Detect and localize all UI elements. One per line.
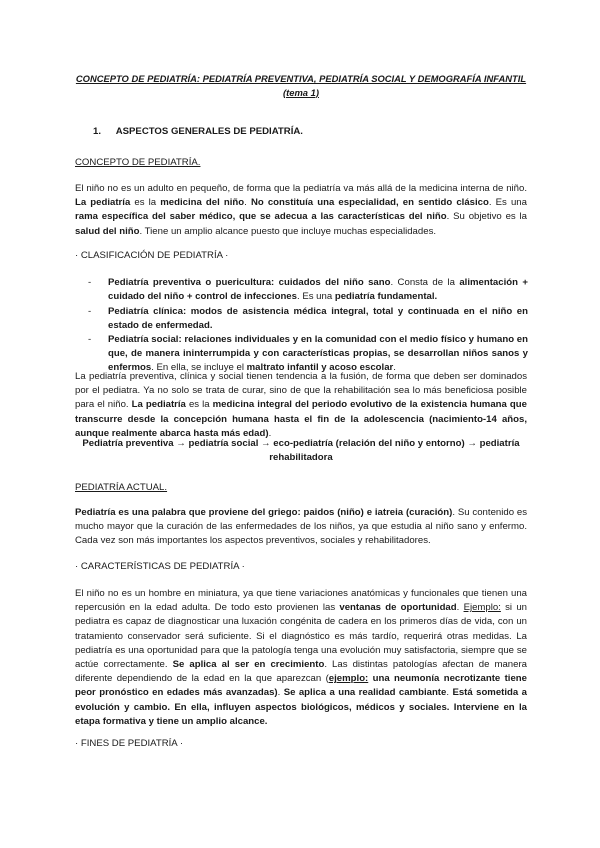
- text-run: .: [393, 362, 396, 374]
- paragraph-actual: [75, 506, 527, 549]
- bullet-dash: -: [88, 306, 92, 317]
- text-run: La pediatría: [75, 197, 131, 209]
- text-run: si un pediatra es capaz de diagnosticar una luxación congénita de cadera en los primeros días de vida, con un tratamiento conservador será suficiente. Si el diagnóstico es más tardío, requerirá otras medidas. La pediatría es una oportunidad para que la patología tenga una evolución muy satisfactoria, siempre que se actúe correctamente.: [75, 602, 527, 671]
- title-line-1: CONCEPTO DE PEDIATRÍA: PEDIATRÍA PREVENTIVA, PEDIATRÍA SOCIAL Y DEMOGRAFÍA INFANTIL: [75, 73, 527, 84]
- pediatria-flow: Pediatría preventiva → pediatría social → eco-pediatría (relación del niño y entorno) → pediatría rehabilitadora: [82, 438, 520, 464]
- text-run: . Es una: [296, 291, 335, 303]
- text-run: . Tiene un amplio alcance puesto que incluye muchas especialidades.: [139, 225, 437, 237]
- text-run: Pediatría preventiva o puericultura: cuidados del niño sano: [108, 277, 391, 288]
- text-run: una neumonía necrotizante tiene peor pronóstico en edades más avanzadas): [75, 673, 527, 699]
- paragraph-concepto: [75, 182, 527, 239]
- text-run: .: [268, 427, 272, 439]
- text-run: . Las distintas patologías afectan de manera diferente dependiendo de la edad en la que aparezcan (: [75, 659, 528, 685]
- text-run: . Es una: [488, 197, 527, 209]
- text-run: es la: [130, 197, 161, 209]
- section-concepto: CONCEPTO DE PEDIATRÍA.: [75, 157, 201, 168]
- text-run: . Su objetivo es la: [446, 211, 527, 223]
- bullet-dash: -: [88, 334, 92, 345]
- section-caracteristicas: · CARACTERÍSTICAS DE PEDIATRÍA ·: [75, 561, 245, 572]
- text-run: Pediatría social: relaciones individuales y en la comunidad con el medio físico y humano en que, de manera ininterrumpida y con características propias, se desarrollan niños sanos y enfermos: [108, 334, 528, 374]
- text-run: rama específica del saber médico, que se adecua a las características del niño: [75, 211, 447, 223]
- text-run: No constituía una especialidad, en sentido clásico: [250, 197, 489, 209]
- text-run: La pediatría preventiva, clínica y social tienen tendencia a la fusión, de forma que deben ser dominados por el pediatra. Ya no solo se trata de curar, sino de que la rehabilitación sea lo más beneficiosa posible para el niño.: [75, 371, 527, 411]
- text-run: .: [277, 687, 284, 699]
- section-fines: · FINES DE PEDIATRÍA ·: [75, 738, 184, 749]
- text-run: medicina integral del periodo evolutivo de la existencia humana que transcurre desde la concepción humana hasta el fin de la adolescencia (nacimiento-14 años, aunque realmente abarca hasta más edad): [75, 399, 527, 439]
- text-run: . En ella, se incluye el: [151, 362, 247, 374]
- text-run: El niño no es un adulto en pequeño, de forma que la pediatría va más allá de la medicina interna de niño.: [75, 183, 527, 194]
- bullet-text: [108, 305, 528, 333]
- heading-1-text: ASPECTOS GENERALES DE PEDIATRÍA.: [115, 126, 303, 137]
- text-run: Está sometida a evolución y cambio. En ella, influyen aspectos biológicos, médicos y sociales. Interviene en la etapa formativa y tiene un amplio alcance.: [75, 687, 527, 727]
- text-run: ejemplo:: [328, 673, 369, 685]
- text-run: ventanas de oportunidad: [339, 602, 457, 614]
- text-run: .: [446, 687, 453, 699]
- text-run: pediatría fundamental.: [334, 291, 438, 303]
- document-title: [75, 72, 527, 99]
- text-run: Se aplica al ser en crecimiento: [172, 659, 325, 671]
- section-actual: PEDIATRÍA ACTUAL.: [75, 482, 168, 493]
- text-run: medicina del niño: [160, 197, 245, 209]
- text-run: . Consta de la: [390, 277, 460, 288]
- text-run: .: [244, 197, 251, 209]
- text-run: Se aplica a una realidad cambiante: [283, 687, 447, 699]
- paragraph-caracteristicas: [75, 587, 527, 729]
- bullet-item-preventiva: [88, 276, 528, 304]
- bullet-item-clinica: [88, 305, 528, 333]
- text-run: es la: [185, 399, 213, 411]
- text-run: . Su contenido es mucho mayor que la curación de las enfermedades de los niños, ya que estudia al niño sano y enfermo. Cada vez son más importantes los aspectos preventivos, sociales y rehabilitadores.: [75, 507, 528, 547]
- text-run: Ejemplo:: [463, 602, 501, 614]
- paragraph-fusion: [75, 370, 527, 441]
- text-run: Pediatría clínica: modos de asistencia médica integral, total y continuada en el niño en estado de enfermedad.: [108, 306, 528, 332]
- bullet-text: [108, 276, 528, 304]
- section-clasificacion: · CLASIFICACIÓN DE PEDIATRÍA ·: [75, 250, 229, 261]
- text-run: La pediatría: [131, 399, 186, 411]
- text-run: alimentación + cuidado del niño + control de infecciones: [108, 277, 528, 303]
- text-run: El niño no es un hombre en miniatura, ya que tiene variaciones anatómicas y funcionales que tienen una repercusión en la edad adulta. De todo esto provienen las: [75, 588, 527, 614]
- heading-1-number: 1.: [93, 126, 102, 137]
- text-run: maltrato infantil y acoso escolar: [246, 362, 394, 374]
- text-run: salud del niño: [75, 225, 140, 237]
- bullet-dash: -: [88, 277, 92, 288]
- heading-1: [93, 126, 303, 137]
- text-run: .: [456, 602, 464, 614]
- text-run: Pediatría es una palabra que proviene del griego: paidos (niño) e iatreia (curación): [75, 507, 453, 518]
- title-line-2: (tema 1): [283, 86, 319, 98]
